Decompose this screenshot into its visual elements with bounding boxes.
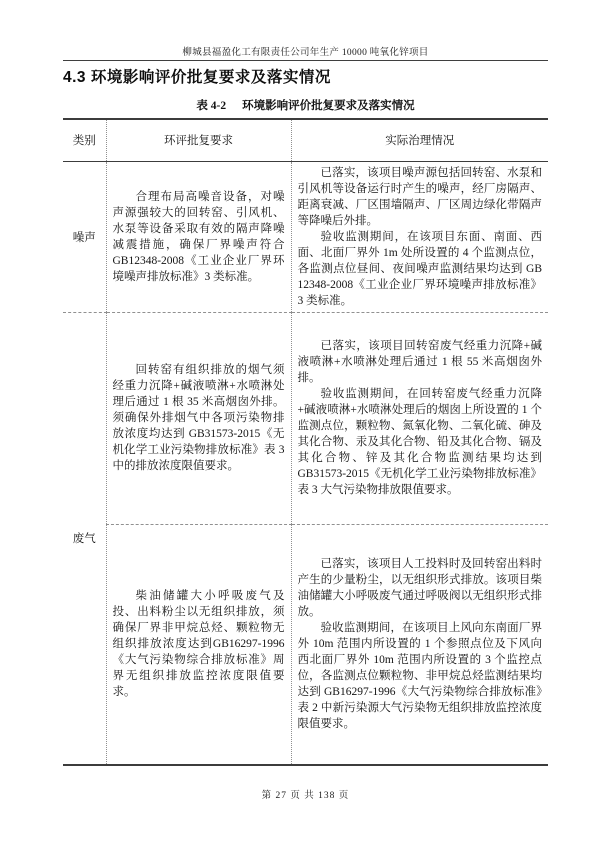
paragraph: 已落实，该项目噪声源包括回转窑、水泵和引风机等设备运行时产生的噪声，经厂房隔声、距离衰减、厂区围墙隔声、厂区周边绿化带隔声等降噪后外排。 [297,166,542,227]
column-header-actual: 实际治理情况 [291,119,548,161]
paragraph: 验收监测期间，在回转窑废气经重力沉降+碱液喷淋+水喷淋处理后的烟囱上所设置的 1 个监测点位，颗粒物、氮氧化物、二氧化硫、砷及其化合物、汞及其化合物、铅及其化合物、镉及其化合物、锌及其化合物监测结果均达到 GB31573-2015《无机化学工业污染物排放标准》表 3 大气污染物排放限值要求。 [297,388,542,496]
document-header-title: 柳城县福盈化工有限责任公司年生产 10000 吨氧化锌项目 [63,44,548,61]
category-cell-gas: 废气 [63,312,106,765]
requirement-cell-gas-stack [106,312,291,524]
table-row-gas-fugitive [63,524,548,765]
table-caption-label: 表 4-2 [196,100,227,112]
paragraph: 验收监测期间，在该项目上风向东南面厂界外 10m 范围内所设置的 1 个参照点位及下风向西北面厂界外 10m 范围内所设置的 3 个监控点位，各监测点位颗粒物、非甲烷总烃监测结果均达到 GB16297-1996《大气污染物综合排放标准》表 2 中新污染源大气污染物无组织排放监控浓度限值要求。 [297,622,542,731]
requirement-cell-gas-fugitive [106,524,291,765]
table-row-noise [63,161,548,312]
table-header-row [63,119,548,161]
review-table [63,118,548,766]
column-header-category: 类别 [63,119,106,161]
table-caption [63,97,548,113]
category-cell-noise: 噪声 [72,231,96,244]
actual-cell-gas-stack [291,312,548,524]
section-heading: 4.3 环境影响评价批复要求及落实情况 [63,69,331,86]
column-header-requirement: 环评批复要求 [106,119,291,161]
actual-cell-noise [291,161,548,312]
paragraph: 已落实，该项目回转窑废气经重力沉降+碱液喷淋+水喷淋处理后通过 1 根 55 米高烟囱外排。 [297,340,542,384]
paragraph: 验收监测期间，在该项目东面、南面、西面、北面厂界外 1m 处所设置的 4 个监测点位，各监测点位昼间、夜间噪声监测结果均达到 GB 12348-2008《工业企业厂界环境噪声排放标准》3 类标准。 [297,230,542,307]
page-number: 第 27 页 共 138 页 [261,791,350,801]
paragraph: 回转窑有组织排放的烟气须经重力沉降+碱液喷淋+水喷淋处理后通过 1 根 35 米高烟囱外排。须确保外排烟气中各项污染物排放浓度均达到 GB31573-2015《无机化学工业污染物排放标准》表 3 中的排放浓度限值要求。 [112,364,285,472]
paragraph: 已落实，该项目人工投料时及回转窑出料时产生的少量粉尘，以无组织形式排放。该项目柴油储罐大小呼吸废气通过呼吸阀以无组织形式排放。 [297,558,542,619]
requirement-cell-noise [106,161,291,312]
actual-cell-gas-fugitive [291,524,548,765]
paragraph: 合理布局高噪音设备，对噪声源强较大的回转窑、引风机、水泵等设备采取有效的隔声降噪减震措施，确保厂界噪声符合GB12348-2008《工业企业厂界环境噪声排放标准》3 类标准。 [112,190,285,283]
table-row-gas-stack [63,312,548,524]
paragraph: 柴油储罐大小呼吸废气及投、出料粉尘以无组织排放，须确保厂界非甲烷总烃、颗粒物无组织排放浓度达到GB16297-1996《大气污染物综合排放标准》周界无组织排放监控浓度限值要求。 [112,590,285,699]
table-caption-title: 环境影响评价批复要求及落实情况 [242,100,415,112]
document-header [63,0,548,61]
